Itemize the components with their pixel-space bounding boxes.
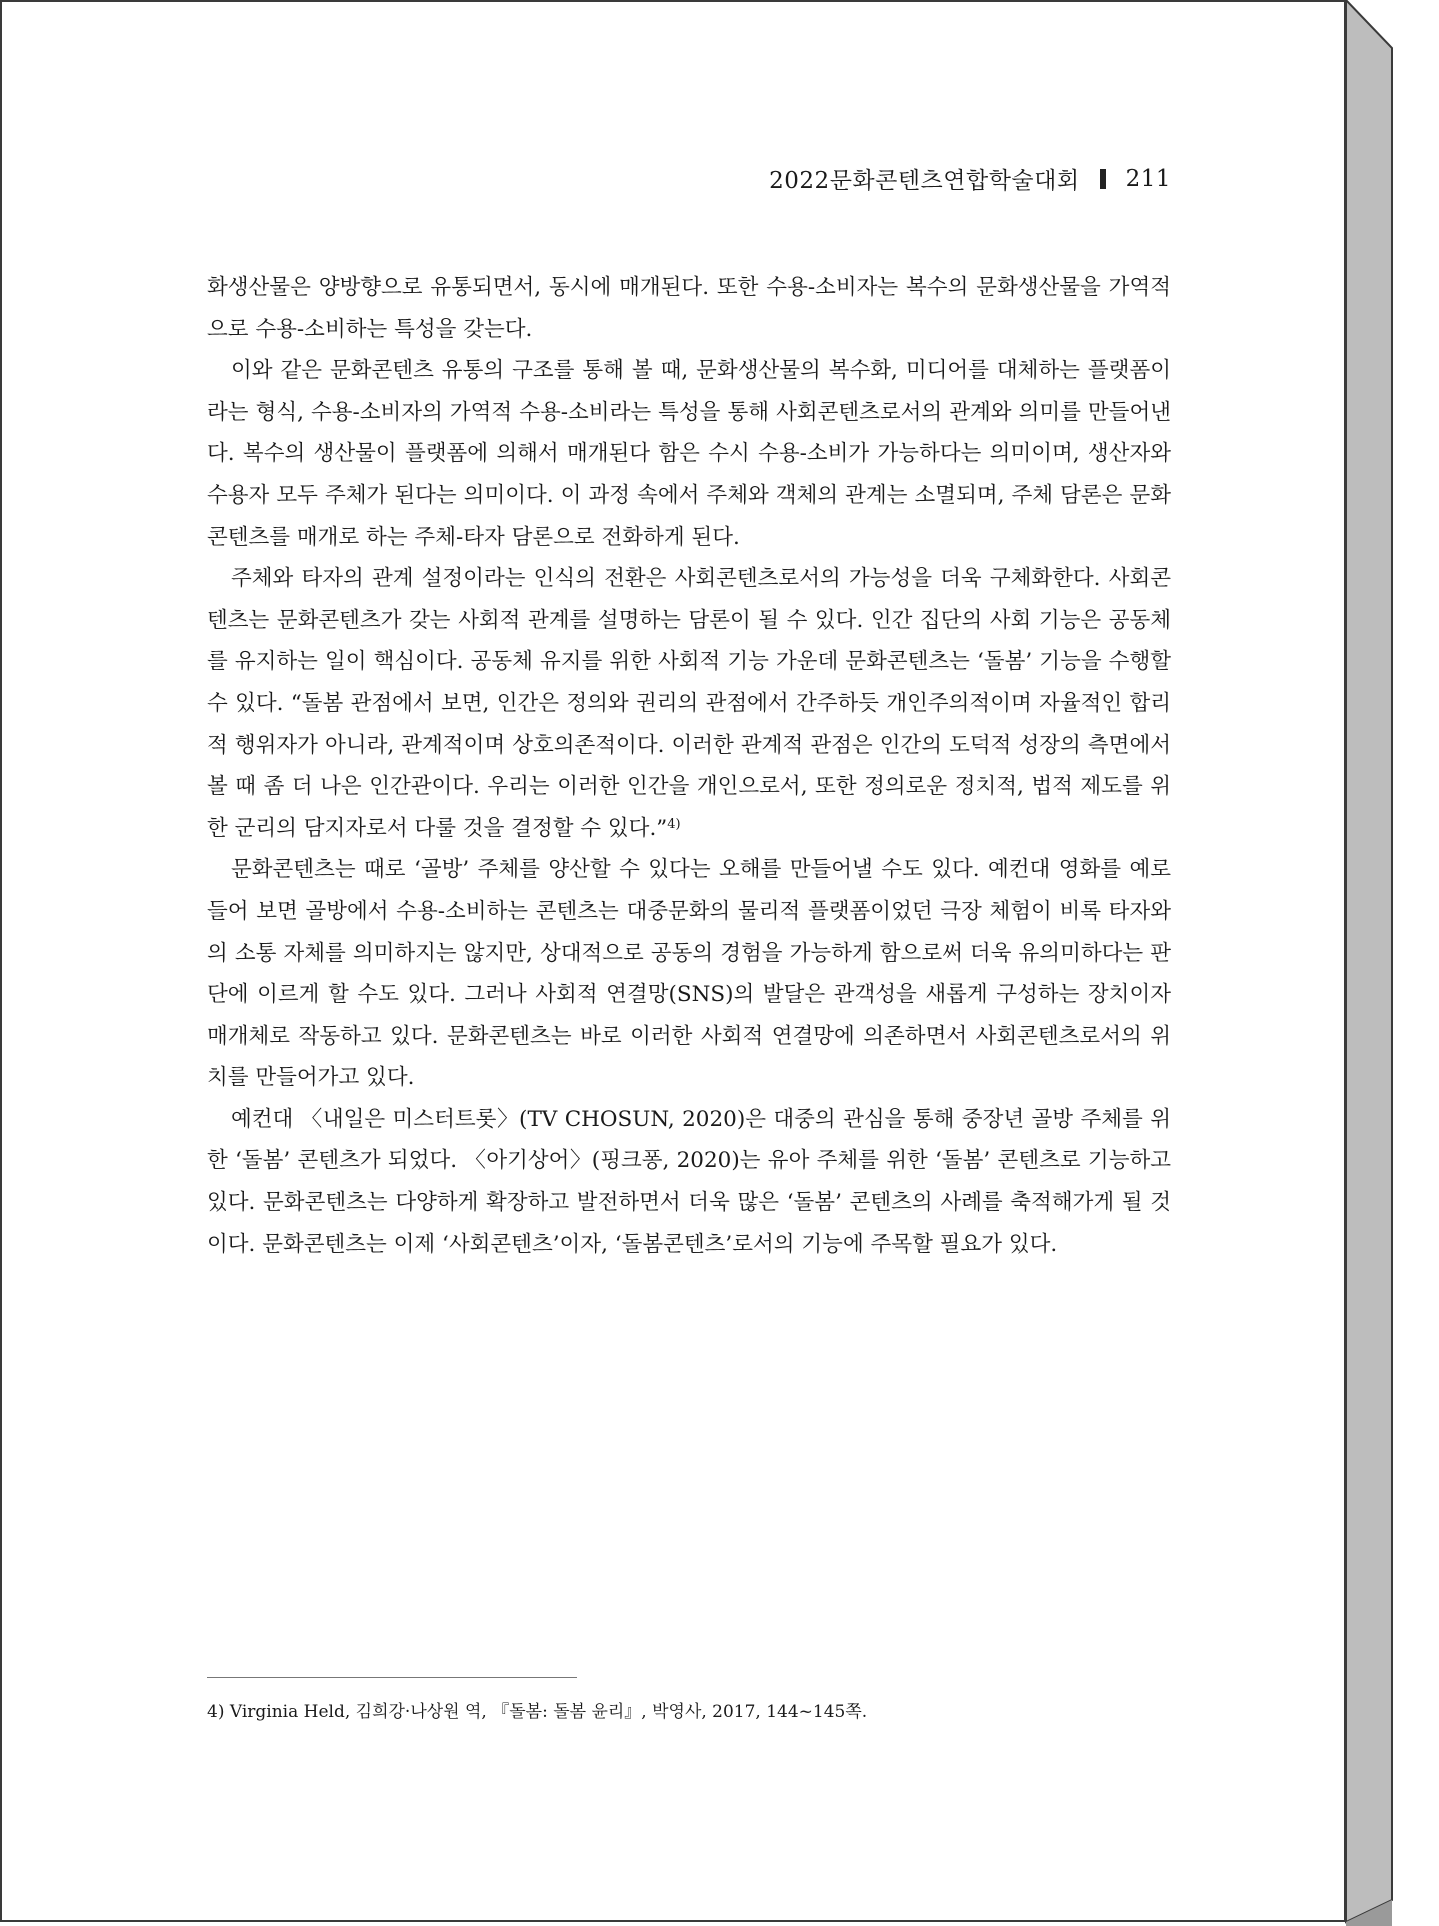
body-text xyxy=(207,267,1171,1265)
page-number: 211 xyxy=(1125,165,1171,192)
paragraph-3-text: 주체와 타자의 관계 설정이라는 인식의 전환은 사회콘텐츠로서의 가능성을 더욱 구체화한다. 사회콘텐츠는 문화콘텐츠가 갖는 사회적 관계를 설명하는 담론이 될 수 있다. 인간 집단의 사회 기능은 공동체를 유지하는 일이 핵심이다. 공동체 유지를 위한 사회적 기능 가운데 문화콘텐츠는 ‘돌봄’ 기능을 수행할 수 있다. “돌봄 관점에서 보면, 인간은 정의와 권리의 관점에서 간주하듯 개인주의적이며 자율적인 합리적 행위자가 아니라, 관계적이며 상호의존적이다. 이러한 관계적 관점은 인간의 도덕적 성장의 측면에서 볼 때 좀 더 나은 인간관이다. 우리는 이러한 인간을 개인으로서, 또한 정의로운 정치적, 법적 제도를 위한 군리의 담지자로서 다룰 것을 결정할 수 있다.” xyxy=(207,566,1171,841)
header-separator xyxy=(1100,169,1106,189)
footnote: 4) Virginia Held, 김희강·나상원 역, 『돌봄: 돌봄 윤리』, 박영사, 2017, 144~145쪽. xyxy=(207,1702,868,1722)
paragraph-5: 예컨대 〈내일은 미스터트롯〉(TV CHOSUN, 2020)은 대중의 관심을 통해 중장년 골방 주체를 위한 ‘돌봄’ 콘텐츠가 되었다. 〈아기상어〉(핑크퐁, 2020)는 유아 주체를 위한 ‘돌봄’ 콘텐츠로 기능하고 있다. 문화콘텐츠는 다양하게 확장하고 발전하면서 더욱 많은 ‘돌봄’ 콘텐츠의 사례를 축적해가게 될 것이다. 문화콘텐츠는 이제 ‘사회콘텐츠’이자, ‘돌봄콘텐츠’로서의 기능에 주목할 필요가 있다. xyxy=(207,1106,1171,1257)
journal-title: 2022문화콘텐츠연합학술대회 xyxy=(769,168,1080,194)
footnote-reference: 4) xyxy=(667,816,681,832)
paragraph-2: 이와 같은 문화콘텐츠 유통의 구조를 통해 볼 때, 문화생산물의 복수화, 미디어를 대체하는 플랫폼이라는 형식, 수용-소비자의 가역적 수용-소비라는 특성을 통해 사회콘텐츠로서의 관계와 의미를 만들어낸다. 복수의 생산물이 플랫폼에 의해서 매개된다 함은 수시 수용-소비가 가능하다는 의미이며, 생산자와 수용자 모두 주체가 된다는 의미이다. 이 과정 속에서 주체와 객체의 관계는 소멸되며, 주체 담론은 문화콘텐츠를 매개로 하는 주체-타자 담론으로 전화하게 된다. xyxy=(207,358,1171,550)
footnote-divider xyxy=(207,1677,577,1678)
paragraph-3 xyxy=(207,558,1171,849)
paragraph-4: 문화콘텐츠는 때로 ‘골방’ 주체를 양산할 수 있다는 오해를 만들어낼 수도 있다. 예컨대 영화를 예로 들어 보면 골방에서 수용-소비하는 콘텐츠는 대중문화의 물리적 플랫폼이었던 극장 체험이 비록 타자와의 소통 자체를 의미하지는 않지만, 상대적으로 공동의 경험을 가능하게 함으로써 더욱 유의미하다는 판단에 이르게 할 수도 있다. 그러나 사회적 연결망(SNS)의 발달은 관객성을 새롭게 구성하는 장치이자 매개체로 작동하고 있다. 문화콘텐츠는 바로 이러한 사회적 연결망에 의존하면서 사회콘텐츠로서의 위치를 만들어가고 있다. xyxy=(207,857,1171,1091)
running-header xyxy=(769,162,1171,195)
paragraph-1: 화생산물은 양방향으로 유통되면서, 동시에 매개된다. 또한 수용-소비자는 복수의 문화생산물을 가역적으로 수용-소비하는 특성을 갖는다. xyxy=(207,275,1171,342)
